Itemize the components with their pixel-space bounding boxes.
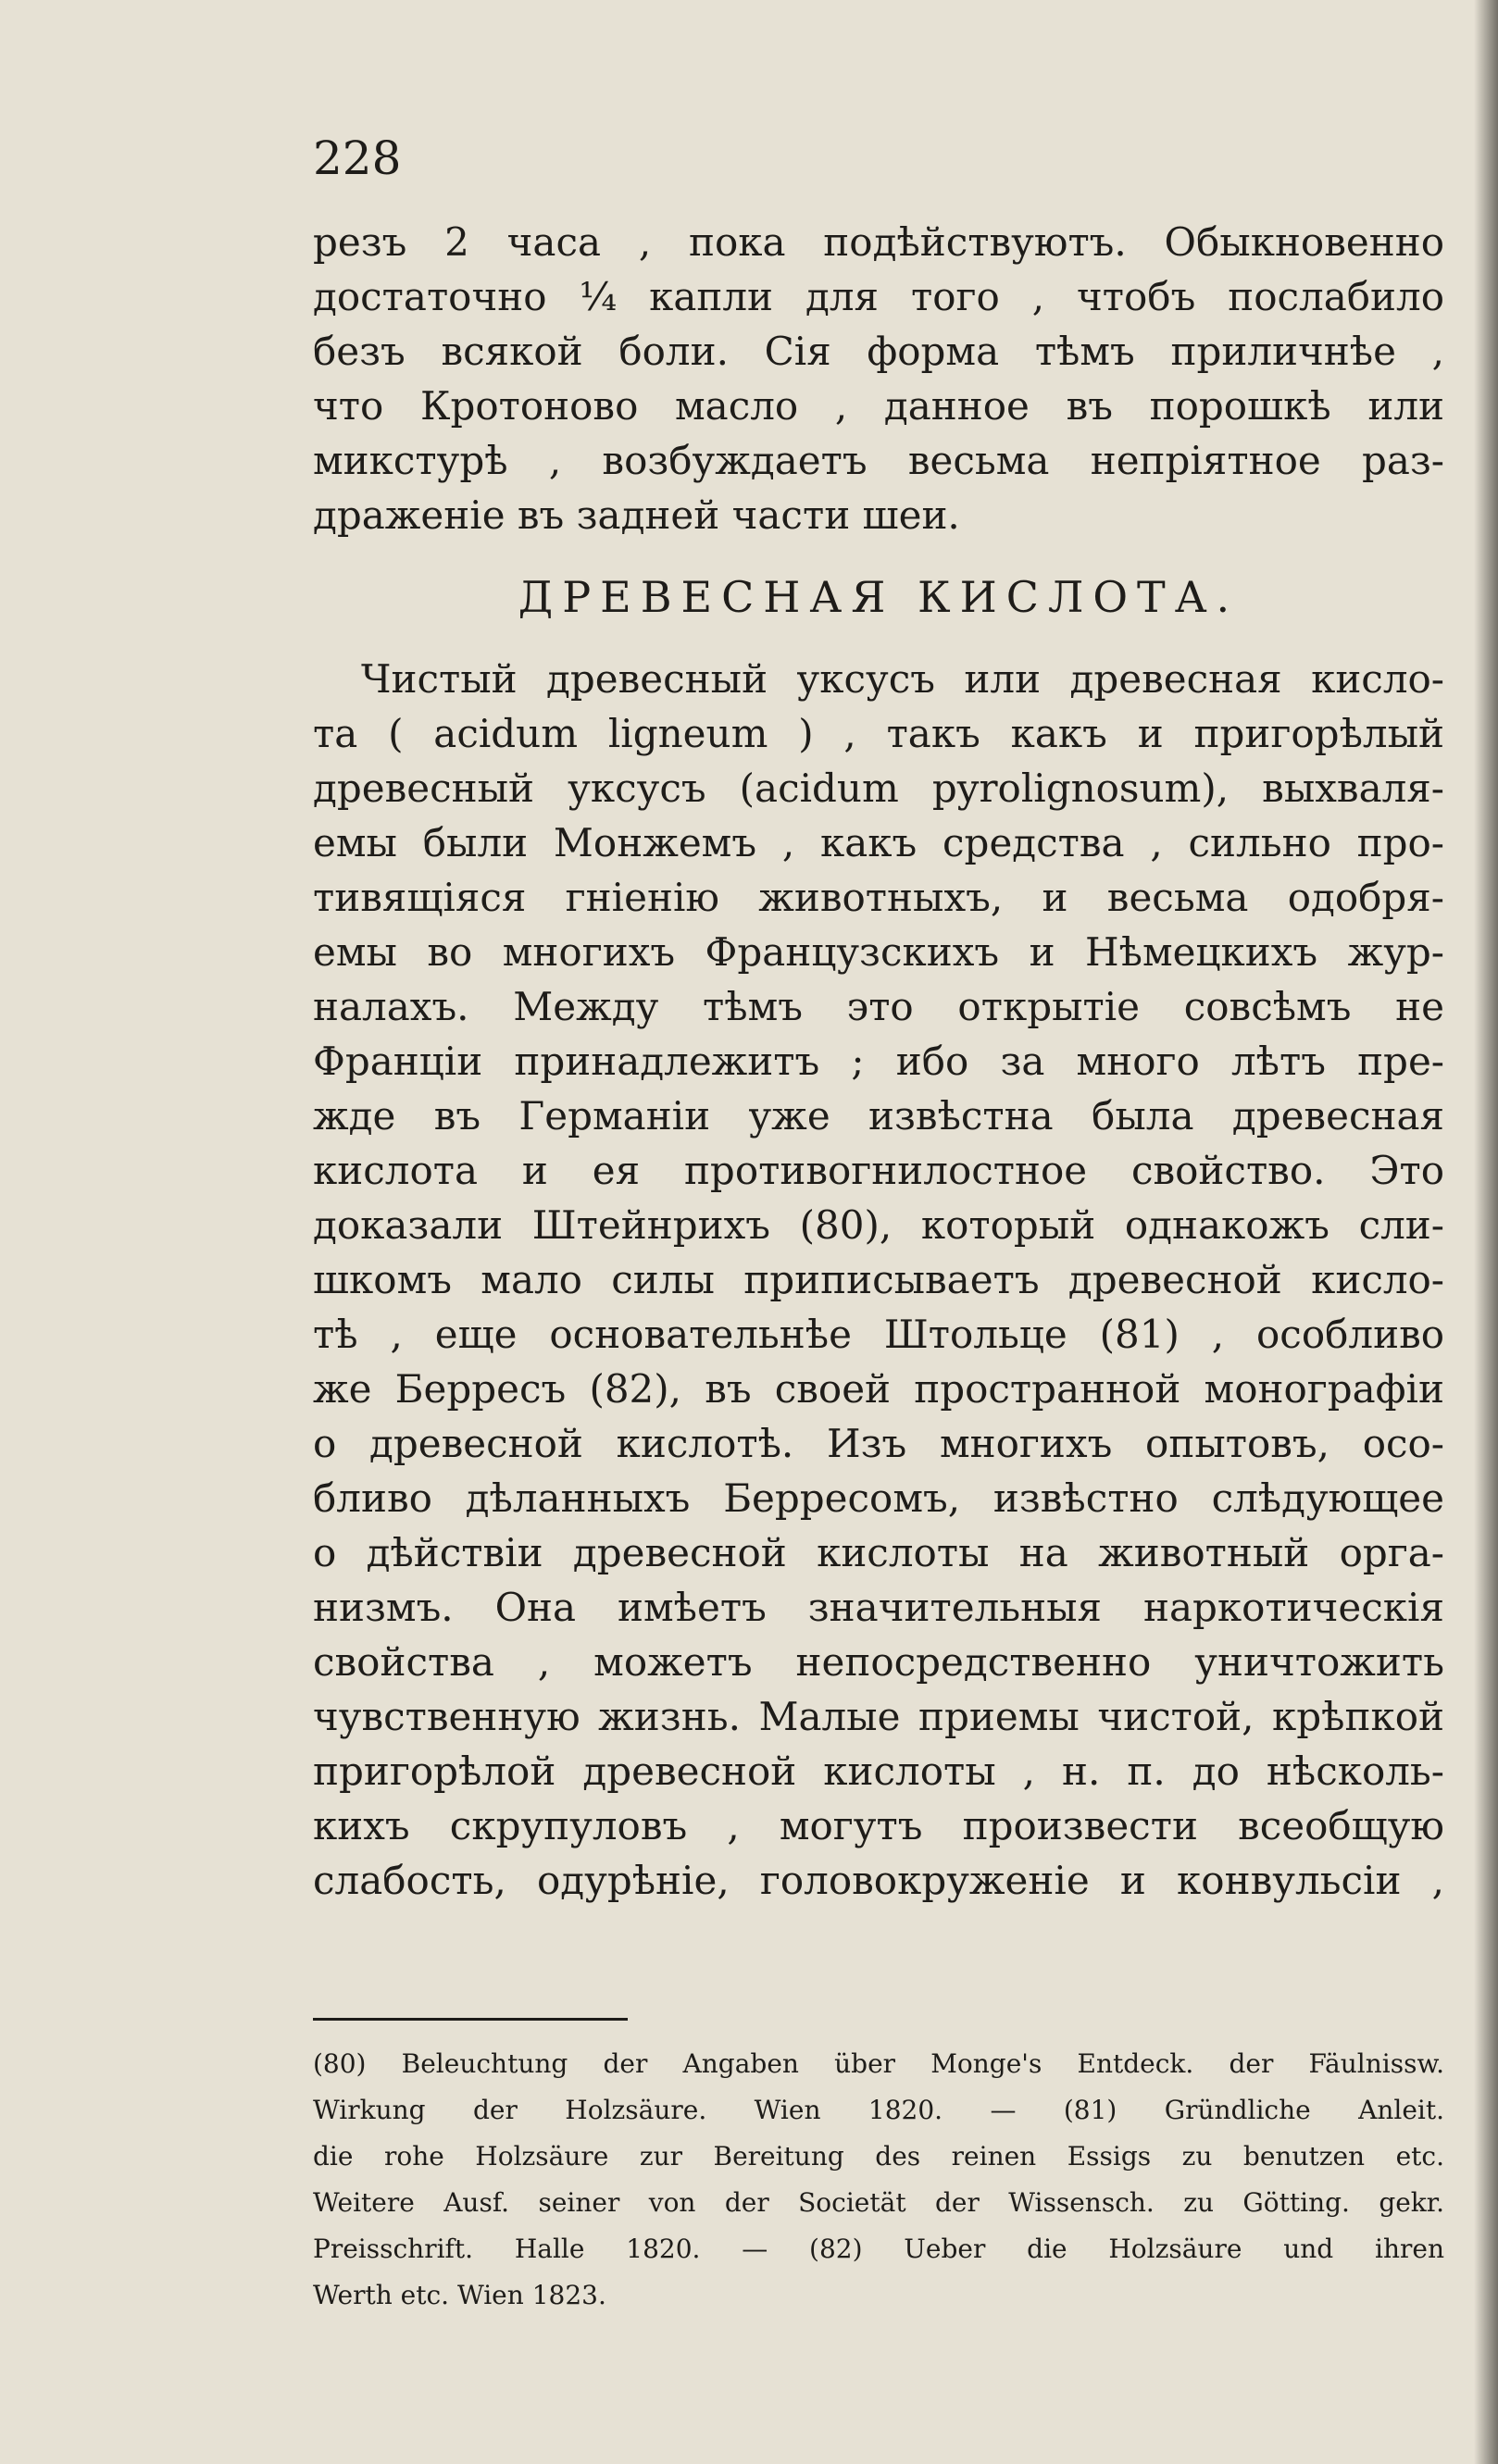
text-line: низмъ. Она имѣетъ значительныя наркотическія [313,1585,1444,1630]
text-line: чувственную жизнь. Малые приемы чистой, крѣпкой [313,1694,1444,1739]
footnote-line: die rohe Holzsäure zur Bereitung des reinen Essigs zu benutzen etc. [313,2141,1444,2172]
page-edge-shadow [1474,0,1498,2464]
footnote-line: Preisschrift. Halle 1820. — (82) Ueber die Holzsäure und ihren [313,2234,1444,2264]
text-line: кихъ скрупуловъ , могутъ произвести всеобщую [313,1803,1444,1848]
text-line: емы были Монжемъ , какъ средства , сильно про- [313,820,1444,865]
text-line: Чистый древесный уксусъ или древесная кисло- [361,656,1444,702]
text-line: о древесной кислотѣ. Изъ многихъ опытовъ, осо- [313,1421,1444,1466]
text-line: тивящіяся гніенію животныхъ, и весьма одобря- [313,875,1444,920]
text-line: безъ всякой боли. Сія форма тѣмъ приличнѣе , [313,329,1444,374]
text-line: о дѣйствіи древесной кислоты на животный орга- [313,1530,1444,1575]
text-line: резъ 2 часа , пока подѣйствуютъ. Обыкновенно [313,219,1444,265]
text-line: пригорѣлой древесной кислоты , н. п. до нѣсколь- [313,1748,1444,1794]
text-line: та ( acidum ligneum ) , такъ какъ и пригорѣлый [313,711,1444,756]
footnote-line: Werth etc. Wien 1823. [313,2280,606,2310]
section-heading: ДРЕВЕСНАЯ КИСЛОТА. [518,572,1240,622]
text-line: древесный уксусъ (acidum pyrolignosum), выхваля- [313,765,1444,811]
text-line: драженіе въ задней части шеи. [313,492,960,538]
text-line: слабость, одурѣніе, головокруженіе и конвульсіи , [313,1858,1444,1903]
footnote-line: Wirkung der Holzsäure. Wien 1820. — (81) Gründliche Anleit. [313,2095,1444,2125]
text-line: жде въ Германіи уже извѣстна была древесная [313,1093,1444,1139]
footnote-line: Weitere Ausf. seiner von der Societät der Wissensch. zu Götting. gekr. [313,2187,1444,2218]
text-line: шкомъ мало силы приписываетъ древесной кисло- [313,1257,1444,1302]
text-line: достаточно ¼ капли для того , чтобъ послабило [313,274,1444,319]
footnote-separator [313,2018,628,2021]
text-line: емы во многихъ Французскихъ и Нѣмецкихъ жур- [313,929,1444,975]
text-line: Франціи принадлежитъ ; ибо за много лѣтъ пре- [313,1039,1444,1084]
text-line: что Кротоново масло , данное въ порошкѣ или [313,383,1444,429]
text-line: же Берресъ (82), въ своей пространной монографіи [313,1366,1444,1412]
footnotes [313,2041,1444,2319]
main-text [313,215,1444,1908]
footnote-line: (80) Beleuchtung der Angaben über Monge's Entdeck. der Fäulnissw. [313,2048,1444,2079]
text-line: кислота и ея противогнилостное свойство. Это [313,1148,1444,1193]
text-line: микстурѣ , возбуждаетъ весьма непріятное раз- [313,438,1444,483]
text-line: бливо дѣланныхъ Берресомъ, извѣстно слѣдующее [313,1475,1444,1521]
text-line: тѣ , еще основательнѣе Штольце (81) , особливо [313,1312,1444,1357]
text-line: доказали Штейнрихъ (80), который однакожъ сли- [313,1202,1444,1248]
page-number: 228 [313,131,402,185]
text-line: свойства , можетъ непосредственно уничтожить [313,1639,1444,1685]
text-line: налахъ. Между тѣмъ это открытіе совсѣмъ не [313,984,1444,1029]
